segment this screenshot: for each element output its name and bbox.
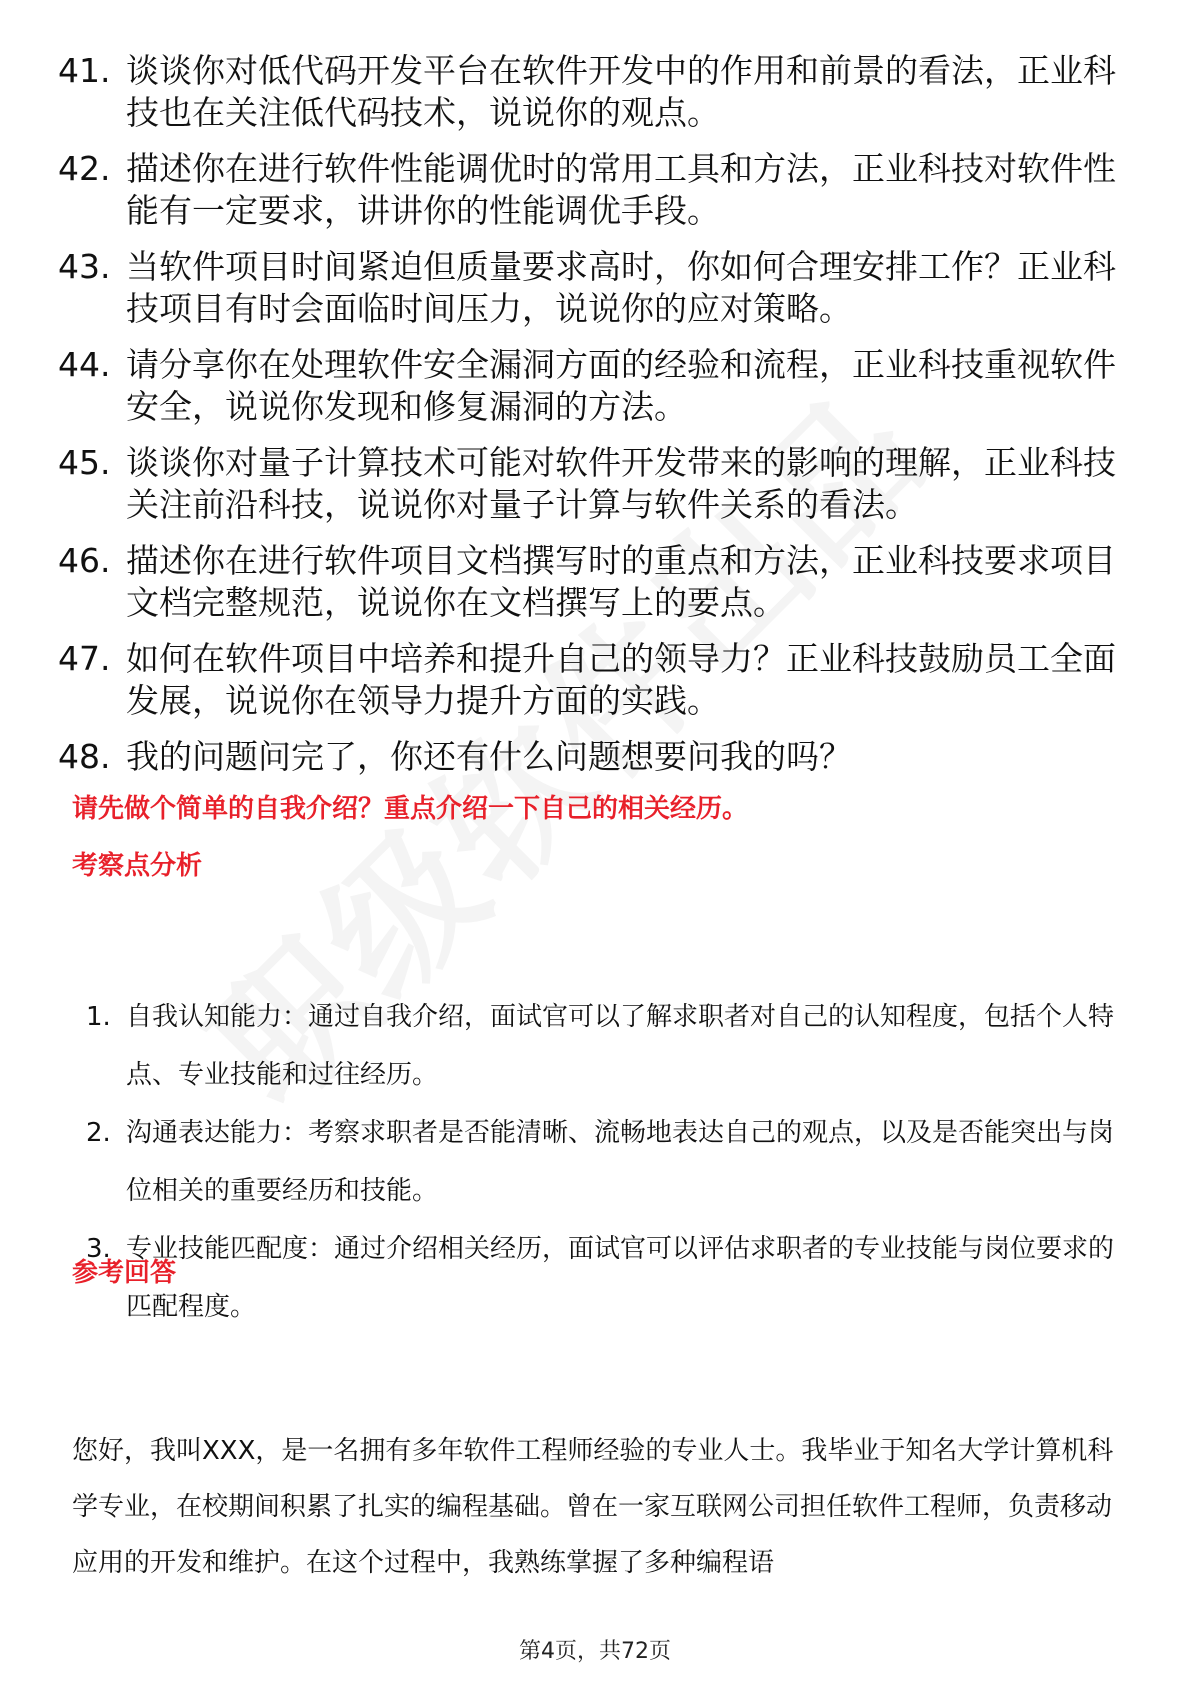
analysis-number: 1. [86,1002,111,1032]
list-item [58,246,1118,330]
question-text: 如何在软件项目中培养和提升自己的领导力？正业科技鼓励员工全面发展，说说你在领导力提升方面的实践。 [126,639,1116,720]
list-item [58,50,1118,134]
question-number: 45. [58,443,111,482]
list-item [86,1104,1126,1220]
list-item [58,540,1118,624]
question-text: 描述你在进行软件项目文档撰写时的重点和方法，正业科技要求项目文档完整规范，说说你在文档撰写上的要点。 [126,541,1116,622]
analysis-text: 沟通表达能力：考察求职者是否能清晰、流畅地表达自己的观点，以及是否能突出与岗位相关的重要经历和技能。 [126,1118,1115,1206]
list-item [58,736,1118,778]
list-item [58,638,1118,722]
answer-paragraph: 您好，我叫XXX，是一名拥有多年软件工程师经验的专业人士。我毕业于知名大学计算机科学专业，在校期间积累了扎实的编程基础。曾在一家互联网公司担任软件工程师，负责移动应用的开发和维护。在这个过程中，我熟练掌握了多种编程语 [72,1436,1114,1578]
question-list [58,50,1118,792]
question-number: 42. [58,149,111,188]
question-text: 谈谈你对低代码开发平台在软件开发中的作用和前景的看法，正业科技也在关注低代码技术，说说你的观点。 [126,51,1116,132]
question-number: 46. [58,541,111,580]
question-text: 我的问题问完了，你还有什么问题想要问我的吗？ [126,737,852,776]
analysis-number: 3. [86,1234,111,1264]
question-text: 当软件项目时间紧迫但质量要求高时，你如何合理安排工作？正业科技项目有时会面临时间压力，说说你的应对策略。 [126,247,1116,328]
question-number: 47. [58,639,111,678]
list-item [58,148,1118,232]
analysis-number: 2. [86,1118,111,1148]
answer-heading: 参考回答 [72,1258,177,1288]
question-number: 41. [58,51,111,90]
question-number: 44. [58,345,111,384]
list-item [86,1220,1126,1336]
list-item [86,988,1126,1104]
question-number: 43. [58,247,111,286]
page-number: 第4页，共72页 [519,1639,671,1664]
question-text: 请分享你在处理软件安全漏洞方面的经验和流程，正业科技重视软件安全，说说你发现和修复漏洞的方法。 [126,345,1116,426]
question-text: 描述你在进行软件性能调优时的常用工具和方法，正业科技对软件性能有一定要求，讲讲你的性能调优手段。 [126,149,1116,230]
question-number: 48. [58,737,111,776]
analysis-text: 专业技能匹配度：通过介绍相关经历，面试官可以评估求职者的专业技能与岗位要求的匹配程度。 [126,1234,1115,1322]
question-title: 请先做个简单的自我介绍？重点介绍一下自己的相关经历。 [72,794,749,824]
analysis-heading: 考察点分析 [72,851,203,881]
list-item [58,344,1118,428]
analysis-list [86,988,1126,1336]
analysis-text: 自我认知能力：通过自我介绍，面试官可以了解求职者对自己的认知程度，包括个人特点、专业技能和过往经历。 [126,1002,1115,1090]
list-item [58,442,1118,526]
question-text: 谈谈你对量子计算技术可能对软件开发带来的影响的理解，正业科技关注前沿科技，说说你对量子计算与软件关系的看法。 [126,443,1116,524]
